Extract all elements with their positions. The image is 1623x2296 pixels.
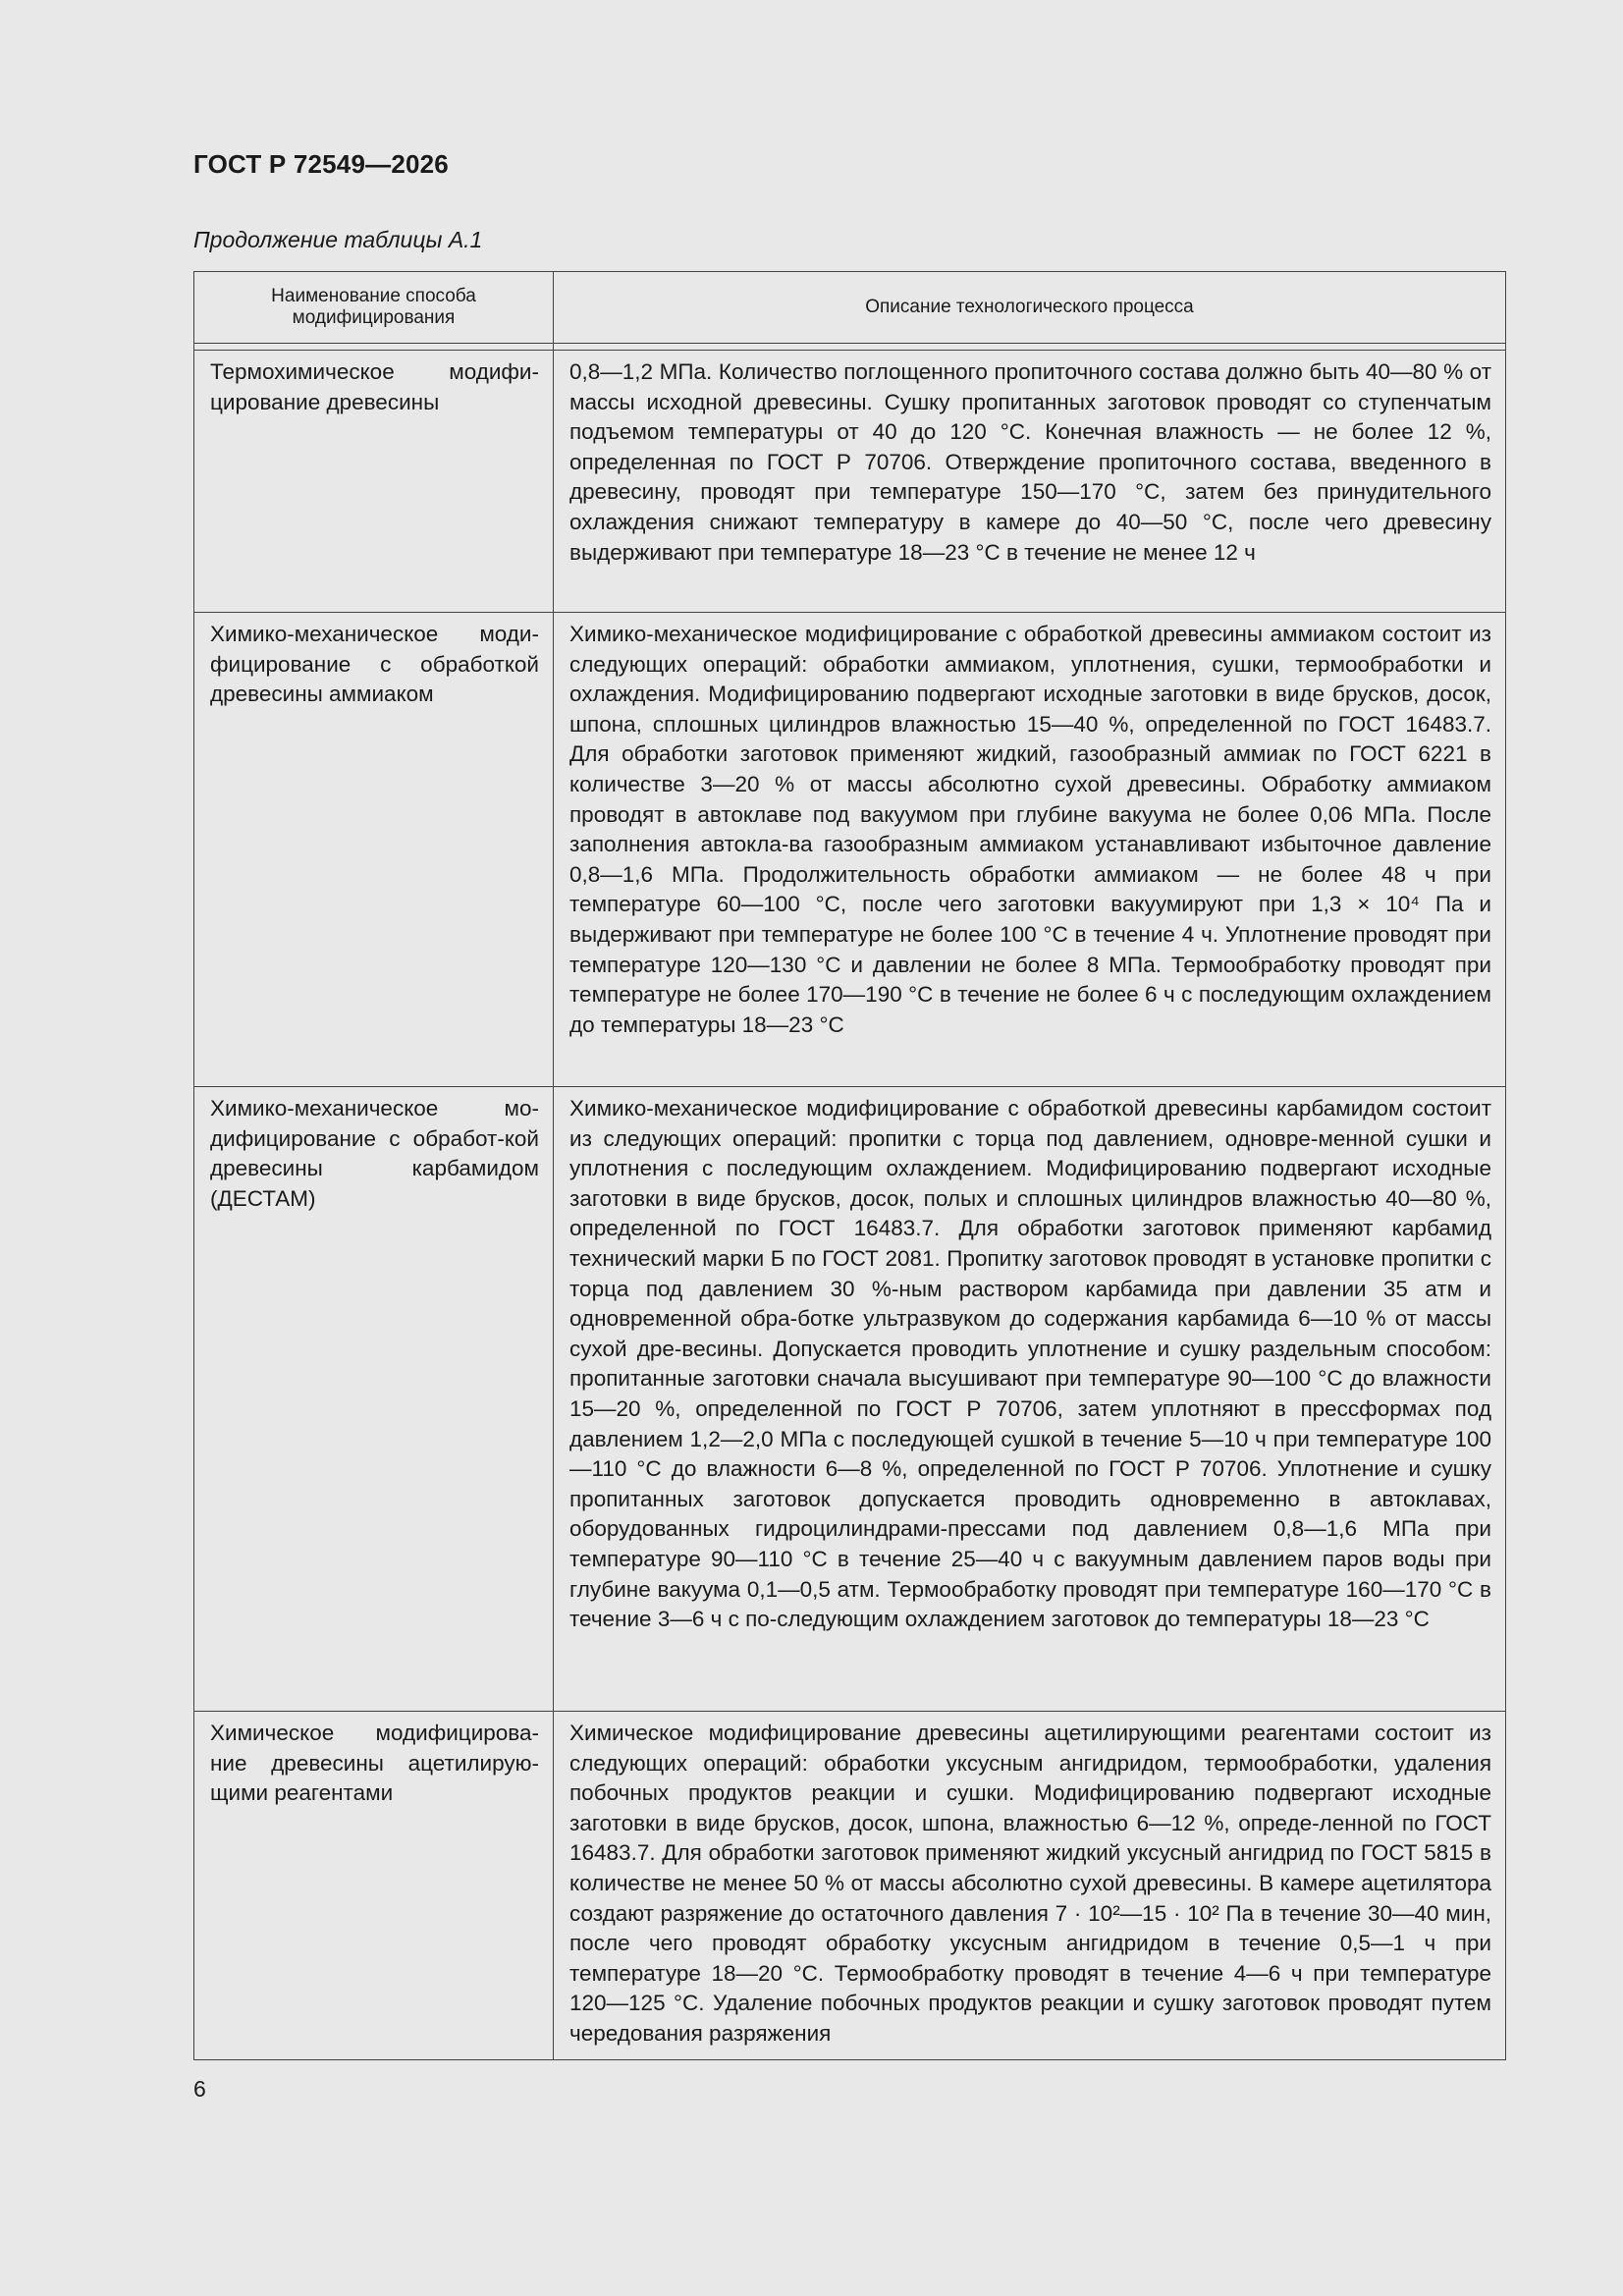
table-header-row: [194, 272, 1505, 344]
row-method: Химико-механическое мо-дифицирование с обработ-кой древесины карбамидом (ДЕСТАМ): [194, 1087, 554, 1711]
row-method: Химико-механическое моди-фицирование с обработкой древесины аммиаком: [194, 613, 554, 1086]
row-description: Химико-механическое модифицирование с обработкой древесины карбамидом состоит из следующих операций: пропитки с торца под давлением, одновре-менной сушки и уплотнения с последующим охлаждением. Модифицированию подвергают исходные заготовки в виде брусков, досок, полых и сплошных цилиндров влажностью 40—80 %, определенной по ГОСТ 16483.7. Для обработки заготовок применяют карбамид технический марки Б по ГОСТ 2081. Пропитку заготовок проводят в установке пропитки с торца под давлением 30 %-ным раствором карбамида при давлении 35 атм и одновременной обра-ботке ультразвуком до содержания карбамида 6—10 % от массы сухой дре-весины. Допускается проводить уплотнение и сушку раздельным способом: пропитанные заготовки сначала высушивают при температуре 90—100 °С до влажности 15—20 %, определенной по ГОСТ Р 70706, затем уплотняют в прессформах под давлением 1,2—2,0 МПа с последующей сушкой в течение 5—10 ч при температуре 100—110 °С до влажности 6—8 %, определенной по ГОСТ Р 70706. Уплотнение и сушку пропитанных заготовок допускается проводить одновременно в автоклавах, оборудованных гидроцилиндрами-прессами под давлением 0,8—1,6 МПа при температуре 90—110 °С в течение 25—40 ч с вакуумным давлением паров воды при глубине вакуума 0,1—0,5 атм. Термообработку проводят при температуре 160—170 °С в течение 3—6 ч с по-следующим охлаждением заготовок до температуры 18—23 °С: [569, 1096, 1491, 1632]
row-description: Химическое модифицирование древесины ацетилирующими реагентами состоит из следующих операций: обработки уксусным ангидридом, термообработки, удаления побочных продуктов реакции и сушки. Модифицированию подвергают исходные заготовки в виде брусков, досок, шпона, влажностью 6—12 %, опреде-ленной по ГОСТ 16483.7. Для обработки заготовок применяют жидкий уксусный ангидрид по ГОСТ 5815 в количестве не менее 50 % от массы абсолютно сухой древесины. В камере ацетилятора создают разряжение до остаточного давления 7 · 10²—15 · 10² Па в течение 30—40 мин, после чего проводят обработку уксусным ангидридом в течение 0,5—1 ч при температуре 18—20 °С. Термообработку проводят в течение 4—6 ч при температуре 120—125 °С. Удаление побочных продуктов реакции и сушку заготовок проводят путем чередования разряжения: [569, 1721, 1491, 2046]
row-method: Химическое модифицирова-ние древесины ацетилирую-щими реагентами: [194, 1712, 554, 2059]
header-separator: [194, 344, 1505, 351]
row-description: Химико-механическое модифицирование с обработкой древесины аммиаком состоит из следующих операций: обработки аммиаком, уплотнения, сушки, термообработки и охлаждения. Модифицированию подвергают исходные заготовки в виде брусков, досок, шпона, сплошных цилиндров влажностью 15—40 %, определенной по ГОСТ 16483.7. Для обработки заготовок применяют жидкий, газообразный аммиак по ГОСТ 6221 в количестве 3—20 % от массы абсолютно сухой древесины. Обработку аммиаком проводят в автоклаве под вакуумом при глубине вакуума не более 0,06 МПа. После заполнения автокла-ва газообразным аммиаком устанавливают избыточное давление 0,8—1,6 МПа. Продолжительность обработки аммиаком — не более 48 ч при температуре 60—100 °С, после чего заготовки вакуумируют при 1,3 × 10⁴ Па и выдерживают при температуре не более 100 °С в течение 4 ч. Уплотнение проводят при температуре 120—130 °С и давлении не более 8 МПа. Термообработку проводят при температуре не более 170—190 °С в течение не более 6 ч с последующим охлаждением до температуры 18—23 °С: [569, 622, 1491, 1037]
modification-table: [193, 271, 1506, 2060]
table-caption: Продолжение таблицы А.1: [193, 227, 483, 252]
document-header: ГОСТ Р 72549—2026: [193, 149, 449, 179]
row-description: 0,8—1,2 МПа. Количество поглощенного пропиточного состава должно быть 40—80 % от массы исходной древесины. Сушку пропитанных заготовок проводят со ступенчатым подъемом температуры от 40 до 120 °С. Конечная влажность — не более 12 %, определенная по ГОСТ Р 70706. Отверждение пропиточного состава, введенного в древесину, проводят при температуре 150—170 °С, затем без принудительного охлаждения снижают температуру в камере до 40—50 °С, после чего древесину выдерживают при температуре 18—23 °С в течение не менее 12 ч: [569, 359, 1491, 565]
table-row: [194, 1087, 1505, 1712]
table-row: [194, 1712, 1505, 2059]
page-number: 6: [193, 2076, 206, 2102]
row-method: Термохимическое модифи-цирование древесины: [194, 351, 554, 612]
header-separator-col: [194, 344, 554, 350]
header-method: Наименование способа модифицирования: [194, 272, 554, 343]
header-description: Описание технологического процесса: [865, 297, 1194, 317]
table-row: [194, 351, 1505, 613]
table-row: [194, 613, 1505, 1087]
